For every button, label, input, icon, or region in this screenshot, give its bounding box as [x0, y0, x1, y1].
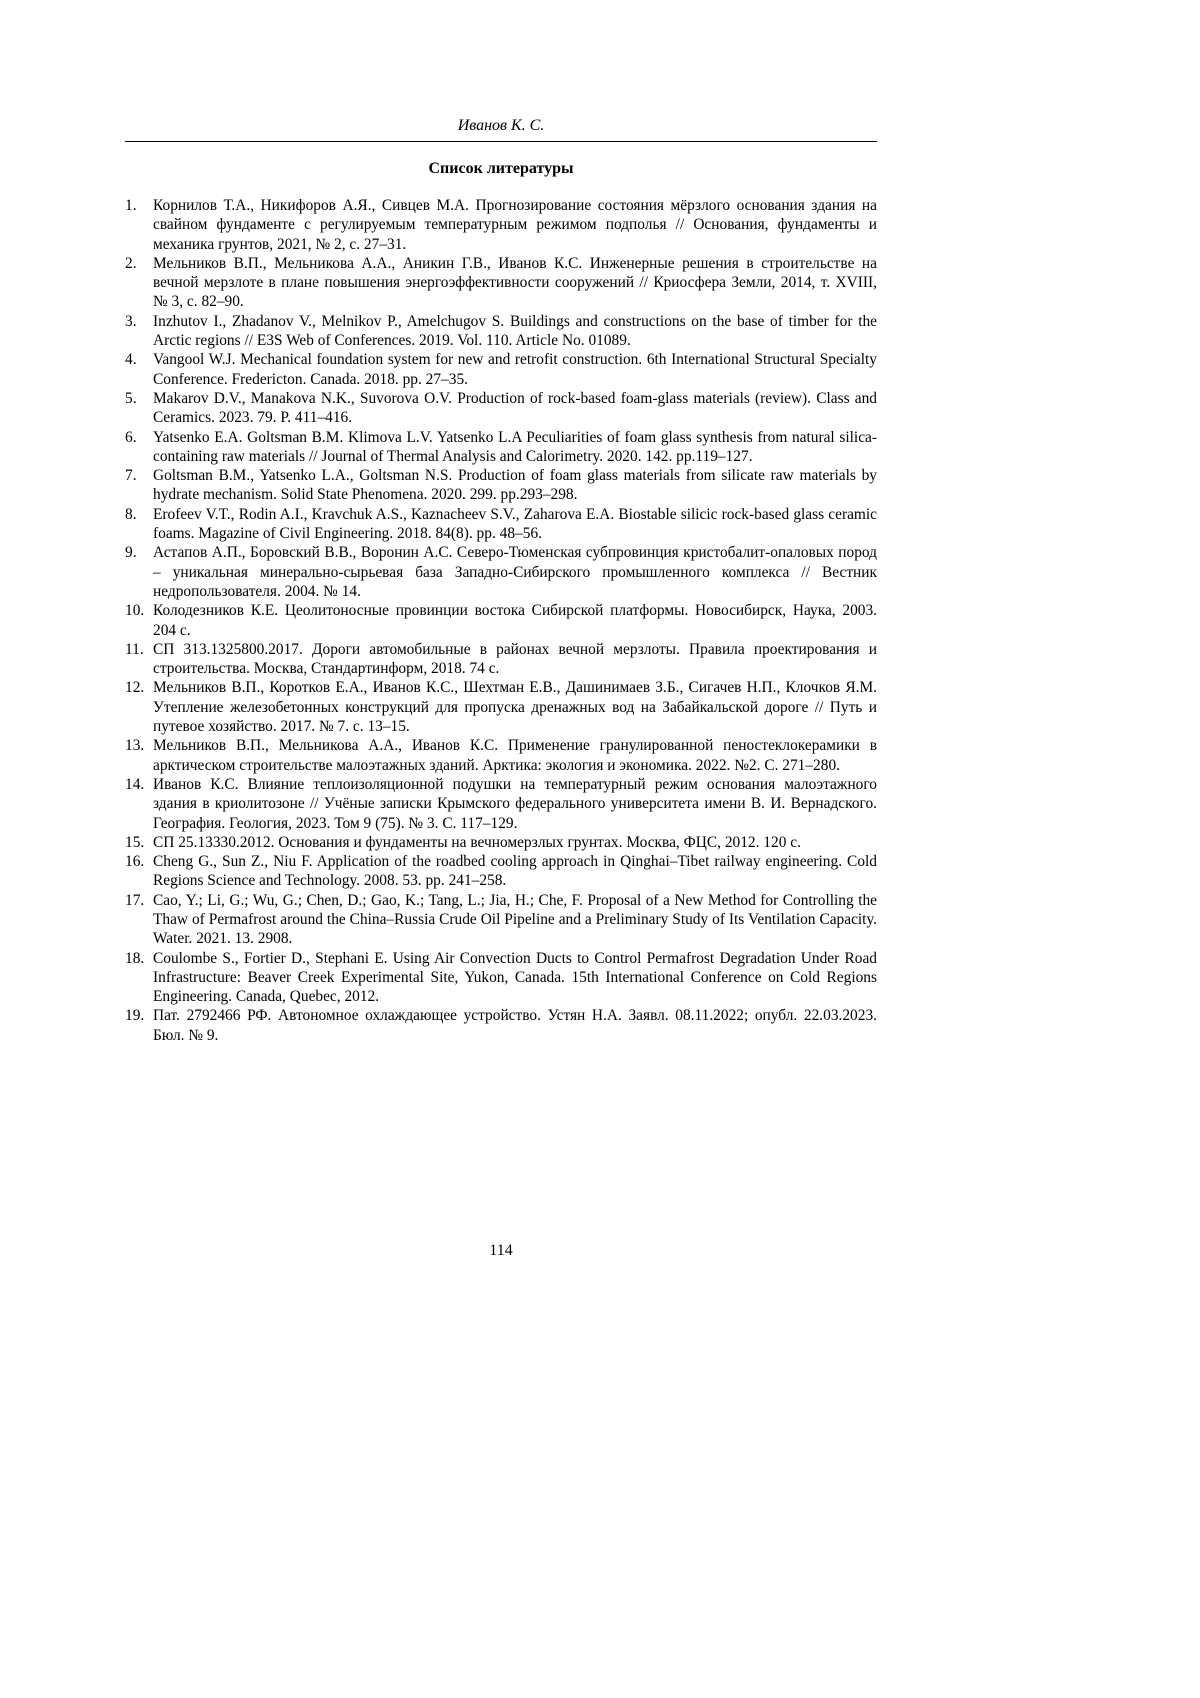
reference-item: [125, 505, 877, 544]
reference-number: 13.: [125, 737, 145, 755]
reference-item: [125, 389, 877, 428]
reference-number: 15.: [125, 833, 145, 851]
reference-item: [125, 466, 877, 505]
reference-number: 18.: [125, 949, 145, 967]
reference-number: 7.: [125, 467, 137, 485]
reference-number: 1.: [125, 197, 137, 214]
reference-item: [125, 196, 877, 254]
reference-item: [125, 949, 877, 1007]
reference-text: Мельников В.П., Мельникова А.А., Аникин Г.В., Иванов К.С. Инженерные решения в строительстве на вечной мерзлоте в плане повышения энергоэффективности сооружений // Криосфера Земли, 2014, т. XVIII, № 3, с. 82–90.: [153, 254, 877, 311]
reference-item: [125, 640, 877, 679]
reference-text: Пат. 2792466 РФ. Автономное охлаждающее устройство. Устян Н.А. Заявл. 08.11.2022; опубл. 22.03.2023. Бюл. № 9.: [153, 1007, 877, 1044]
section-title: Список литературы: [428, 160, 574, 177]
reference-text: Мельников В.П., Коротков Е.А., Иванов К.С., Шехтман Е.В., Дашинимаев З.Б., Сигачев Н.П., Клочков Я.М. Утепление железобетонных конструкций для пропуска дренажных вод на Забайкальской дороге // Путь и путевое хозяйство. 2017. № 7. с. 13–15.: [153, 679, 877, 736]
reference-text: Колодезников К.Е. Цеолитоносные провинции востока Сибирской платформы. Новосибирск, Наука, 2003. 204 с.: [153, 602, 877, 639]
reference-number: 9.: [125, 544, 137, 562]
reference-item: [125, 601, 877, 640]
page-number: 114: [489, 1242, 513, 1259]
reference-number: 19.: [125, 1007, 145, 1025]
reference-item: [125, 833, 877, 852]
reference-number: 2.: [125, 254, 137, 272]
reference-text: Inzhutov I., Zhadanov V., Melnikov P., Amelchugov S. Buildings and constructions on the base of timber for the Arctic regions // E3S Web of Conferences. 2019. Vol. 110. Article No. 01089.: [153, 312, 877, 350]
reference-text: СП 313.1325800.2017. Дороги автомобильные в районах вечной мерзлоты. Правила проектирования и строительства. Москва, Стандартинформ, 2018. 74 с.: [153, 640, 877, 678]
reference-text: Coulombe S., Fortier D., Stephani E. Using Air Convection Ducts to Control Permafrost Degradation Under Road Infrastructure: Beaver Creek Experimental Site, Yukon, Canada. 15th International Conference on Cold Regions Engineering. Canada, Quebec, 2012.: [153, 949, 877, 1006]
reference-item: [125, 891, 877, 949]
reference-number: 4.: [125, 351, 137, 369]
reference-text: Yatsenko E.A. Goltsman B.M. Klimova L.V. Yatsenko L.A Peculiarities of foam glass synthesis from natural silica-containing raw materials // Journal of Thermal Analysis and Calorimetry. 2020. 142. pp.119–127.: [153, 428, 877, 465]
reference-number: 6.: [125, 428, 137, 446]
page-content: [125, 116, 877, 1045]
reference-number: 11.: [125, 640, 144, 658]
reference-text: Иванов К.С. Влияние теплоизоляционной подушки на температурный режим основания малоэтажного здания в криолитозоне // Учёные записки Крымского федерального университета имени В. И. Вернадского. География. Геология, 2023. Том 9 (75). № 3. С. 117–129.: [153, 775, 877, 832]
reference-item: [125, 312, 877, 351]
reference-item: [125, 1006, 877, 1045]
reference-text: Корнилов Т.А., Никифоров А.Я., Сивцев М.А. Прогнозирование состояния мёрзлого основания здания на свайном фундаменте с регулируемым температурным режимом подполья // Основания, фундаменты и механика грунтов, 2021, № 2, с. 27–31.: [153, 197, 877, 253]
reference-number: 17.: [125, 891, 145, 909]
reference-item: [125, 254, 877, 312]
reference-text: Vangool W.J. Mechanical foundation system for new and retrofit construction. 6th International Structural Specialty Conference. Fredericton. Canada. 2018. pp. 27–35.: [153, 351, 877, 388]
reference-number: 14.: [125, 775, 145, 793]
reference-text: Cao, Y.; Li, G.; Wu, G.; Chen, D.; Gao, K.; Tang, L.; Jia, H.; Che, F. Proposal of a New Method for Controlling the Thaw of Permafrost around the China–Russia Crude Oil Pipeline and a Preliminary Study of Its Ventilation Capacity. Water. 2021. 13. 2908.: [153, 891, 877, 948]
reference-text: СП 25.13330.2012. Основания и фундаменты на вечномерзлых грунтах. Москва, ФЦС, 2012. 120 с.: [153, 833, 801, 851]
reference-item: [125, 543, 877, 601]
reference-number: 12.: [125, 679, 145, 697]
reference-item: [125, 736, 877, 775]
reference-text: Мельников В.П., Мельникова А.А., Иванов К.С. Применение гранулированной пеностеклокерамики в арктическом строительстве малоэтажных зданий. Арктика: экология и экономика. 2022. №2. С. 271–280.: [153, 737, 877, 774]
reference-text: Makarov D.V., Manakova N.K., Suvorova O.V. Production of rock-based foam-glass materials (review). Class and Ceramics. 2023. 79. P. 411–416.: [153, 389, 877, 427]
reference-number: 5.: [125, 389, 137, 407]
reference-number: 10.: [125, 602, 145, 620]
reference-number: 3.: [125, 312, 137, 330]
running-header-author: Иванов К. С.: [457, 117, 545, 134]
reference-text: Goltsman B.M., Yatsenko L.A., Goltsman N.S. Production of foam glass materials from silicate raw materials by hydrate mechanism. Solid State Phenomena. 2020. 299. pp.293–298.: [153, 467, 877, 504]
reference-number: 8.: [125, 505, 137, 523]
reference-item: [125, 350, 877, 389]
reference-item: [125, 428, 877, 467]
reference-item: [125, 775, 877, 833]
reference-text: Астапов А.П., Боровский В.В., Воронин А.С. Северо-Тюменская субпровинция кристобалит-опаловых пород – уникальная минерально-сырьевая база Западно-Сибирского промышленного комплекса // Вестник недропользователя. 2004. № 14.: [153, 544, 877, 600]
reference-number: 16.: [125, 853, 145, 871]
reference-item: [125, 852, 877, 891]
reference-text: Erofeev V.T., Rodin A.I., Kravchuk A.S., Kaznacheev S.V., Zaharova E.A. Biostable silicic rock-based glass ceramic foams. Magazine of Civil Engineering. 2018. 84(8). pp. 48–56.: [153, 505, 877, 543]
reference-text: Cheng G., Sun Z., Niu F. Application of the roadbed cooling approach in Qinghai–Tibet railway engineering. Cold Regions Science and Technology. 2008. 53. pp. 241–258.: [153, 853, 877, 890]
header-rule: [125, 141, 877, 142]
reference-list: [125, 196, 877, 1045]
reference-item: [125, 678, 877, 736]
